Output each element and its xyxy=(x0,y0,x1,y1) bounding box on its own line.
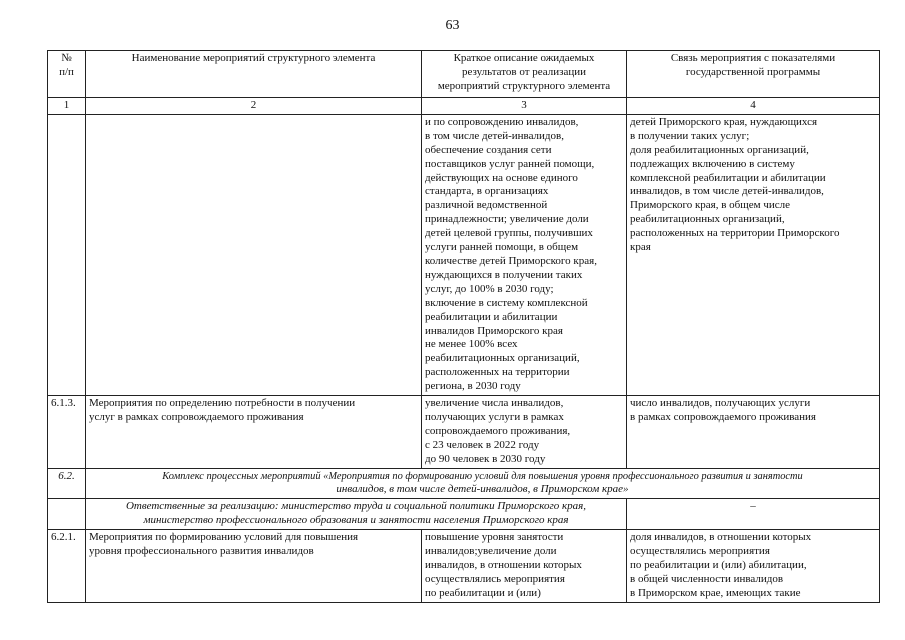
column-number-row xyxy=(48,98,880,115)
header-line: Связь мероприятия с показателями xyxy=(670,52,836,64)
text-line: принадлежности; увеличение доли xyxy=(425,213,589,226)
section-number: 6.2. xyxy=(48,468,86,499)
text-line: и по сопровождению инвалидов, xyxy=(425,115,579,128)
column-number: 2 xyxy=(86,98,422,115)
header-line: Краткое описание ожидаемых xyxy=(453,52,595,64)
text-line: в общей численности инвалидов xyxy=(630,572,784,585)
row-link xyxy=(627,114,880,395)
table-row xyxy=(48,530,880,603)
header-number xyxy=(48,51,86,98)
text-line: действующих на основе единого xyxy=(425,171,578,184)
row-number xyxy=(48,114,86,395)
text-line: увеличение числа инвалидов, xyxy=(425,397,564,410)
text-line: не менее 100% всех xyxy=(425,338,518,351)
text-line: доля инвалидов, в отношении которых xyxy=(630,531,812,544)
text-line: осуществлялись мероприятия xyxy=(425,572,565,585)
header-description xyxy=(422,51,627,98)
column-number: 4 xyxy=(627,98,880,115)
text-line: уровня профессионального развития инвалидов xyxy=(89,545,314,558)
row-link xyxy=(627,396,880,469)
text-line: Ответственные за реализацию: министерство труда и социальной политики Приморского края, xyxy=(125,500,587,513)
text-line: стандарта, в организациях xyxy=(425,185,549,198)
text-line: услуги ранней помощи, в общем xyxy=(425,241,579,254)
text-line: до 90 человек в 2030 году xyxy=(425,452,546,465)
text-line: по реабилитации и (или) xyxy=(425,586,541,599)
column-number: 1 xyxy=(48,98,86,115)
text-line: в рамках сопровождаемого проживания xyxy=(630,410,816,423)
text-line: инвалидов, в том числе детей-инвалидов, в Приморском крае» xyxy=(336,483,629,496)
row-name xyxy=(86,396,422,469)
text-line: Комплекс процессных мероприятий «Мероприятия по формированию условий для повышения уровня профессионального развития и занятости xyxy=(162,470,803,482)
header-line: п/п xyxy=(59,65,74,78)
row-description xyxy=(422,396,627,469)
text-line: в том числе детей-инвалидов, xyxy=(425,129,564,142)
text-line: детей целевой группы, получивших xyxy=(425,227,593,240)
table-row xyxy=(48,114,880,395)
text-line: инвалидов, в отношении которых xyxy=(425,559,582,571)
responsible-dash: – xyxy=(627,499,880,530)
header-line: мероприятий структурного элемента xyxy=(437,79,611,92)
header-name xyxy=(86,51,422,98)
page-number: 63 xyxy=(445,18,460,33)
responsible-row xyxy=(48,499,880,530)
text-line: реабилитационных организаций, xyxy=(630,213,785,226)
text-line: подлежащих включению в систему xyxy=(630,157,795,170)
row-description xyxy=(422,530,627,603)
row-number: 6.1.3. xyxy=(48,396,86,469)
text-line: получающих услуги в рамках xyxy=(425,410,564,423)
text-line: комплексной реабилитации и абилитации xyxy=(630,171,826,184)
text-line: сопровождаемого проживания, xyxy=(425,424,571,437)
row-number: 6.2.1. xyxy=(48,530,86,603)
row-description xyxy=(422,114,627,395)
measures-table xyxy=(47,50,880,603)
text-line: количестве детей Приморского края, xyxy=(425,254,597,267)
table-row xyxy=(48,396,880,469)
text-line: обеспечение создания сети xyxy=(425,143,552,156)
header-line: результатов от реализации xyxy=(461,65,587,78)
text-line: с 23 человек в 2022 году xyxy=(425,438,540,451)
text-line: в Приморском крае, имеющих такие xyxy=(630,586,801,599)
header-link xyxy=(627,51,880,98)
text-line: услуг, до 100% в 2030 году; xyxy=(425,282,554,295)
table-header-row xyxy=(48,51,880,98)
text-line: повышение уровня занятости xyxy=(425,531,564,544)
text-line: нуждающихся в получении таких xyxy=(425,268,583,281)
text-line: региона, в 2030 году xyxy=(425,380,521,393)
section-title xyxy=(86,468,880,499)
row-name xyxy=(86,530,422,603)
text-line: реабилитации и абилитации xyxy=(425,310,558,323)
row-number xyxy=(48,499,86,530)
text-line: Приморского края, в общем числе xyxy=(630,199,791,212)
text-line: Мероприятия по формированию условий для повышения xyxy=(89,531,359,544)
responsible-text xyxy=(86,499,627,530)
text-line: доля реабилитационных организаций, xyxy=(630,143,809,156)
text-line: по реабилитации и (или) абилитации, xyxy=(630,559,807,571)
text-line: Мероприятия по определению потребности в получении xyxy=(89,397,356,410)
row-link xyxy=(627,530,880,603)
column-number: 3 xyxy=(422,98,627,115)
text-line: инвалидов;увеличение доли xyxy=(425,545,557,558)
header-line: Наименование мероприятий структурного элемента xyxy=(131,52,376,64)
header-line: № xyxy=(61,52,72,64)
text-line: поставщиков услуг ранней помощи, xyxy=(425,157,595,170)
text-line: реабилитационных организаций, xyxy=(425,352,580,365)
text-line: инвалидов, в том числе детей-инвалидов, xyxy=(630,185,824,198)
text-line: осуществлялись мероприятия xyxy=(630,545,770,558)
text-line: включение в систему комплексной xyxy=(425,296,588,309)
text-line: министерство профессионального образования и занятости населения Приморского края xyxy=(143,514,569,527)
text-line: расположенных на территории xyxy=(425,366,570,379)
row-name xyxy=(86,114,422,395)
text-line: в получении таких услуг; xyxy=(630,129,750,142)
text-line: услуг в рамках сопровождаемого проживания xyxy=(89,410,304,423)
header-line: государственной программы xyxy=(685,65,821,78)
text-line: края xyxy=(630,241,651,254)
text-line: инвалидов Приморского края xyxy=(425,324,563,337)
text-line: детей Приморского края, нуждающихся xyxy=(630,115,818,128)
text-line: расположенных на территории Приморского xyxy=(630,227,840,240)
section-row xyxy=(48,468,880,499)
text-line: различной ведомственной xyxy=(425,199,548,212)
text-line: число инвалидов, получающих услуги xyxy=(630,397,811,410)
